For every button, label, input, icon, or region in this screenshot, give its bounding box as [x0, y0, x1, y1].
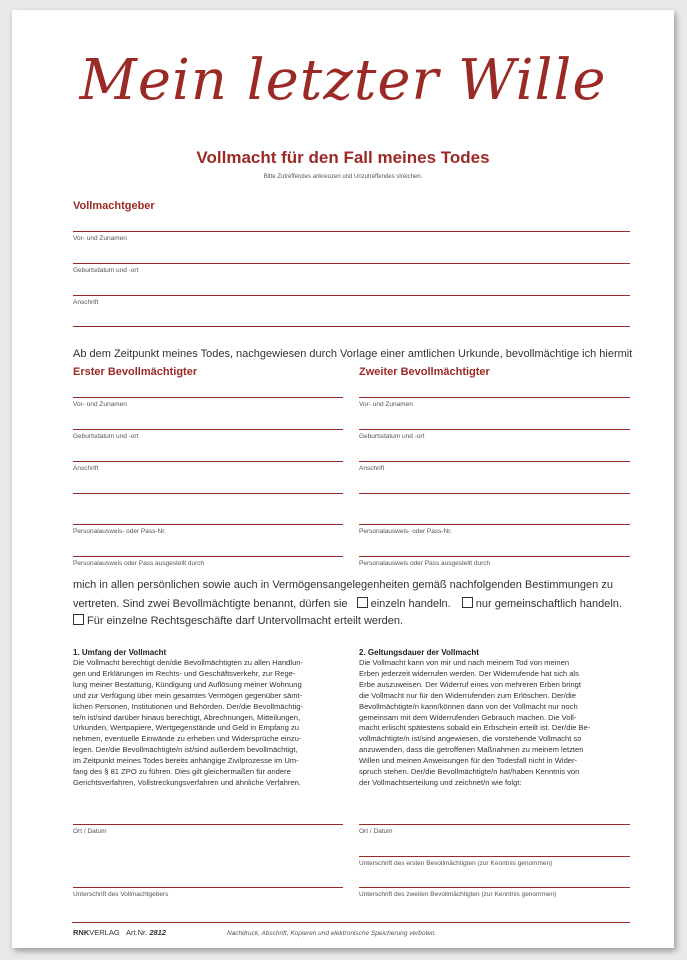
section-1-heading: 1. Umfang der Vollmacht [73, 648, 167, 657]
option-subauthority-label: Für einzelne Rechtsgeschäfte darf Untervollmacht erteilt werden. [87, 615, 404, 627]
option-individual[interactable] [357, 598, 451, 610]
option-joint[interactable] [462, 598, 622, 610]
checkbox-subauthority[interactable] [73, 614, 84, 625]
checkbox-joint[interactable] [462, 597, 473, 608]
grantor-name-label: Vor- und Zunamen [73, 235, 127, 242]
first-name-line[interactable] [73, 397, 343, 398]
grantor-address-line-2[interactable] [73, 326, 630, 327]
scope-options-row [73, 597, 622, 610]
second-address-line[interactable] [359, 461, 630, 462]
second-name-label: Vor- und Zunamen [359, 401, 413, 408]
scope-text-line-1: mich in allen persönlichen sowie auch in Vermögensangelegenheiten gemäß nachfolgenden Bestimmungen zu [73, 579, 613, 591]
option-subauthority[interactable] [73, 614, 403, 627]
first-id-line[interactable] [73, 524, 343, 525]
scope-text-line-2: vertreten. Sind zwei Bevollmächtigte benannt, dürfen sie [73, 598, 348, 610]
option-individual-label: einzeln handeln. [370, 598, 451, 610]
grantor-address-label: Anschrift [73, 299, 99, 306]
grantor-name-line[interactable] [73, 231, 630, 232]
grantor-signature-line[interactable] [73, 887, 343, 888]
second-address-line-2[interactable] [359, 493, 630, 494]
copyright-note: Nachdruck, Abschrift, Kopieren und elektronische Speicherung verboten. [227, 930, 437, 937]
grantor-signature-label: Unterschrift des Vollmachtgebers [73, 891, 169, 898]
section-1-body: Die Vollmacht berechtigt den/die Bevollmächtigten zu allen Handlun- gen und Erklärungen im Rechts- und Geschäftsverkehr, zur Rege- lung meiner Bestattung, Kündigung und Auflösung meiner Wohnung und zur Verfügung über mein gesamtes Vermögen gegenüber sämt- lichen Personen, Institutionen und Behörden. Der/die Bevollmächtig- te/n ist/sind darüber hinaus berechtigt, Abrechnungen, Mitteilungen, Urkunden, Wertpapiere, Wertgegenstände und Geld in Empfang zu nehmen, eventuelle Einwände zu erheben und Widersprüche einzu- legen. Der/die Bevollmächtigte/n ist/sind außerdem bevollmächtigt, im Zeitpunkt meines Todes bereits anhängige Zivilprozesse im Um- fang des § 81 ZPO zu führen. Dies gilt gleichermaßen für andere Gerichtsverfahren, Vollstreckungsverfahren und ähnliche Verfahren. [73, 658, 304, 787]
grantor-heading: Vollmachtgeber [73, 200, 155, 212]
first-agent-heading: Erster Bevollmächtigter [73, 366, 198, 378]
first-agent-signature-label: Unterschrift des ersten Bevollmächtigten (zur Kenntnis genommen) [359, 860, 553, 867]
second-birth-label: Geburtsdatum und -ort [359, 433, 425, 440]
first-name-label: Vor- und Zunamen [73, 401, 127, 408]
second-agent-signature-line[interactable] [359, 887, 630, 888]
first-agent-signature-line[interactable] [359, 856, 630, 857]
intro-text: Ab dem Zeitpunkt meines Todes, nachgewiesen durch Vorlage einer amtlichen Urkunde, bevollmächtige ich hiermit [73, 348, 633, 360]
article-label: Art.Nr. [125, 928, 148, 937]
first-issuer-label: Personalausweis oder Pass ausgestellt durch [73, 560, 205, 567]
article-number: 2812 [149, 928, 166, 937]
second-id-label: Personalausweis- oder Pass-Nr. [359, 528, 452, 535]
first-address-line-2[interactable] [73, 493, 343, 494]
second-birth-line[interactable] [359, 429, 630, 430]
second-agent-heading: Zweiter Bevollmächtigter [359, 366, 490, 378]
section-2-body: Die Vollmacht kann von mir und nach meinem Tod von meinen Erben jederzeit widerrufen werden. Der Widerrufende hat sich als Erbe auszuweisen. Der Widerruf eines von mehreren Erben bringt die Vollmacht nur für den Widerrufenden zum Erlöschen. Der/die Bevollmächtigte/n kann/können dann von der Vollmacht nur noch gemeinsam mit dem Widerrufenden Gebrauch machen. Die Voll- macht erlischt spätestens sobald ein Erbschein erteilt ist. Der/die Be- vollmächtigte/n ist/sind angewiesen, die vorstehende Vollmacht so anzuwenden, dass die getroffenen Maßnahmen zu meinem letzten Willen und meinen Anweisungen für den Todesfall nicht in Wider- spruch stehen. Der/die Bevollmächtigte/n hat/haben Kenntnis von der Vollmachtserteilung und zeichnet/n wie folgt: [359, 658, 591, 787]
first-id-label: Personalausweis- oder Pass-Nr. [73, 528, 166, 535]
checkbox-individual[interactable] [357, 597, 368, 608]
first-birth-line[interactable] [73, 429, 343, 430]
second-address-label: Anschrift [359, 465, 385, 472]
second-issuer-label: Personalausweis oder Pass ausgestellt durch [359, 560, 491, 567]
grantor-birth-label: Geburtsdatum und -ort [73, 267, 139, 274]
place-date-label-right: Ort / Datum [359, 828, 393, 835]
first-address-line[interactable] [73, 461, 343, 462]
second-agent-signature-label: Unterschrift des zweiten Bevollmächtigten (zur Kenntnis genommen) [359, 891, 557, 898]
first-birth-label: Geburtsdatum und -ort [73, 433, 139, 440]
form-subtitle: Vollmacht für den Fall meines Todes [196, 148, 490, 167]
footer-rule [72, 922, 630, 923]
second-issuer-line[interactable] [359, 556, 630, 557]
place-date-label-left: Ort / Datum [73, 828, 107, 835]
grantor-birth-line[interactable] [73, 263, 630, 264]
first-issuer-line[interactable] [73, 556, 343, 557]
publisher-brand: RNKVERLAG Art.Nr. 2812 [73, 928, 166, 937]
place-date-line-right[interactable] [359, 824, 630, 825]
script-title: Mein letzter Wille [79, 48, 607, 113]
first-address-label: Anschrift [73, 465, 99, 472]
form-sheet [12, 10, 674, 948]
section-2-heading: 2. Geltungsdauer der Vollmacht [359, 648, 479, 657]
second-name-line[interactable] [359, 397, 630, 398]
form-hint: Bitte Zutreffendes ankreuzen und Unzutreffendes streichen. [263, 174, 423, 180]
place-date-line-left[interactable] [73, 824, 343, 825]
grantor-address-line[interactable] [73, 295, 630, 296]
second-id-line[interactable] [359, 524, 630, 525]
option-joint-label: nur gemeinschaftlich handeln. [475, 598, 622, 610]
